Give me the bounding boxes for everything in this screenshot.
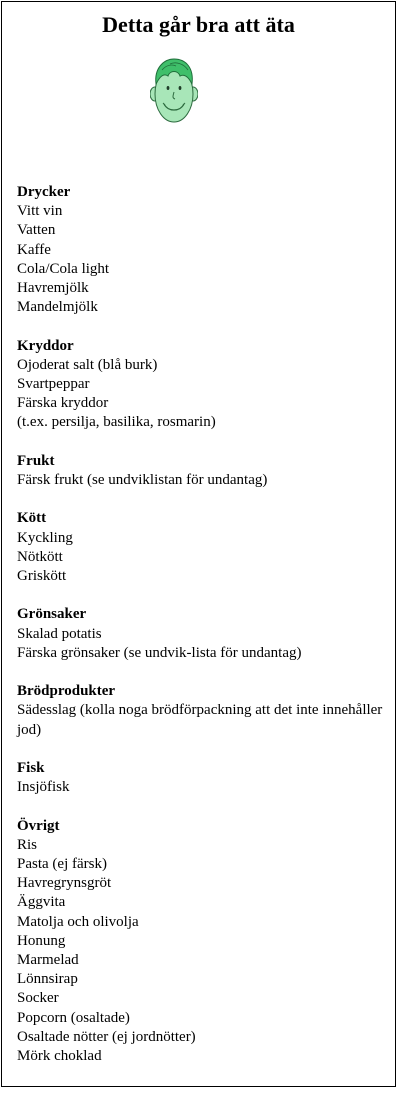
- section-fisk: [17, 759, 387, 797]
- section-drycker: [17, 183, 387, 317]
- page-title: Detta går bra att äta: [102, 12, 295, 37]
- list-item: Osaltade nötter (ej jordnötter): [17, 1028, 196, 1045]
- list-item: Marmelad: [17, 952, 79, 969]
- section-gronsaker: [17, 605, 387, 663]
- list-item: Havregrynsgröt: [17, 875, 112, 892]
- section-heading: Övrigt: [17, 817, 60, 834]
- section-heading: Grönsaker: [17, 606, 87, 623]
- food-list: [17, 183, 387, 1066]
- list-item: Vitt vin: [17, 203, 63, 220]
- list-item: (t.ex. persilja, basilika, rosmarin): [17, 414, 216, 431]
- section-heading: Frukt: [17, 452, 55, 469]
- list-item: Skalad potatis: [17, 625, 102, 642]
- section-heading: Fisk: [17, 760, 45, 776]
- list-item: Ojoderat salt (blå burk): [17, 356, 158, 373]
- list-item: Insjöfisk: [17, 779, 70, 796]
- list-item: Nötkött: [17, 548, 63, 565]
- section-heading: Drycker: [17, 184, 71, 200]
- list-item: Färska kryddor: [17, 395, 109, 412]
- section-heading: Kryddor: [17, 337, 74, 354]
- list-item: Popcorn (osaltade): [17, 1009, 130, 1026]
- list-item: Färsk frukt (se undviklistan för undantag): [17, 472, 268, 489]
- list-item: Pasta (ej färsk): [17, 856, 107, 872]
- list-item: Cola/Cola light: [17, 260, 110, 277]
- list-item: Lönnsirap: [17, 971, 78, 988]
- list-item: Matolja och olivolja: [17, 913, 139, 930]
- section-kott: [17, 509, 387, 586]
- list-item: Socker: [17, 990, 59, 1007]
- document-page: [1, 1, 396, 1087]
- list-item: Svartpeppar: [17, 376, 90, 393]
- section-ovrigt: [17, 817, 387, 1067]
- list-item: Ris: [17, 836, 38, 853]
- section-kryddor: [17, 337, 387, 433]
- list-item: Honung: [17, 932, 66, 949]
- list-item: Vatten: [17, 222, 56, 239]
- section-heading: Brödprodukter: [17, 683, 116, 700]
- section-heading: Kött: [17, 510, 47, 527]
- list-item: Mörk choklad: [17, 1048, 102, 1065]
- section-brodprodukter: [17, 682, 387, 740]
- list-item: Havremjölk: [17, 280, 89, 297]
- list-item: Kyckling: [17, 529, 73, 546]
- list-item: Äggvita: [17, 894, 66, 911]
- list-item: Griskött: [17, 568, 67, 585]
- list-item: Sädesslag (kolla noga brödförpackning att det inte innehåller jod): [17, 702, 383, 738]
- list-item: Mandelmjölk: [17, 299, 98, 316]
- smiling-face-icon: [150, 56, 198, 126]
- list-item: Kaffe: [17, 241, 51, 258]
- list-item: Färska grönsaker (se undvik-lista för undantag): [17, 644, 302, 661]
- section-frukt: [17, 452, 387, 490]
